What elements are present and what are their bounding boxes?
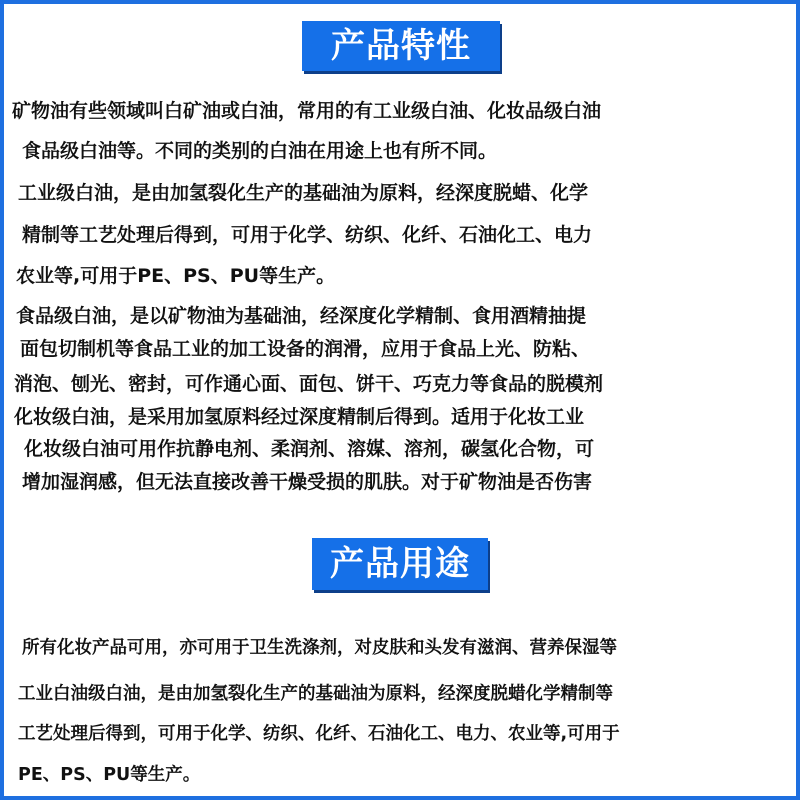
text-line: 化妆级白油，是采用加氢原料经过深度精制后得到。适用于化妆工业 [14, 406, 585, 428]
text-line: 面包切制机等食品工业的加工设备的润滑，应用于食品上光、防粘、 [20, 338, 591, 360]
text-line: 化妆级白油可用作抗静电剂、柔润剂、溶媒、溶剂，碳氢化合物，可 [24, 438, 595, 460]
text-line: 精制等工艺处理后得到，可用于化学、纺织、化纤、石油化工、电力 [22, 224, 593, 246]
text-line: PE、PS、PU等生产。 [18, 765, 201, 785]
text-line: 消泡、刨光、密封，可作通心面、面包、饼干、巧克力等食品的脱模剂 [14, 373, 604, 395]
text-line: 矿物油有些领域叫白矿油或白油，常用的有工业级白油、化妆品级白油 [12, 100, 602, 122]
text-line: 工业白油级白油，是由加氢裂化生产的基础油为原料，经深度脱蜡化学精制等 [18, 684, 613, 704]
text-line: 食品级白油等。不同的类别的白油在用途上也有所不同。 [22, 140, 498, 162]
text-line: 工业级白油，是由加氢裂化生产的基础油为原料，经深度脱蜡、化学 [18, 182, 589, 204]
text-line: 农业等,可用于PE、PS、PU等生产。 [16, 265, 336, 287]
text-line: 增加湿润感，但无法直接改善干燥受损的肌肤。对于矿物油是否伤害 [22, 471, 593, 493]
section-heading-features: 产品特性 [302, 21, 500, 71]
text-line: 食品级白油，是以矿物油为基础油，经深度化学精制、食用酒精抽提 [16, 305, 587, 327]
text-line: 所有化妆产品可用，亦可用于卫生洗涤剂，对皮肤和头发有滋润、营养保湿等 [22, 638, 617, 658]
text-line: 工艺处理后得到，可用于化学、纺织、化纤、石油化工、电力、农业等,可用于 [18, 724, 620, 744]
section-heading-uses: 产品用途 [312, 538, 488, 590]
